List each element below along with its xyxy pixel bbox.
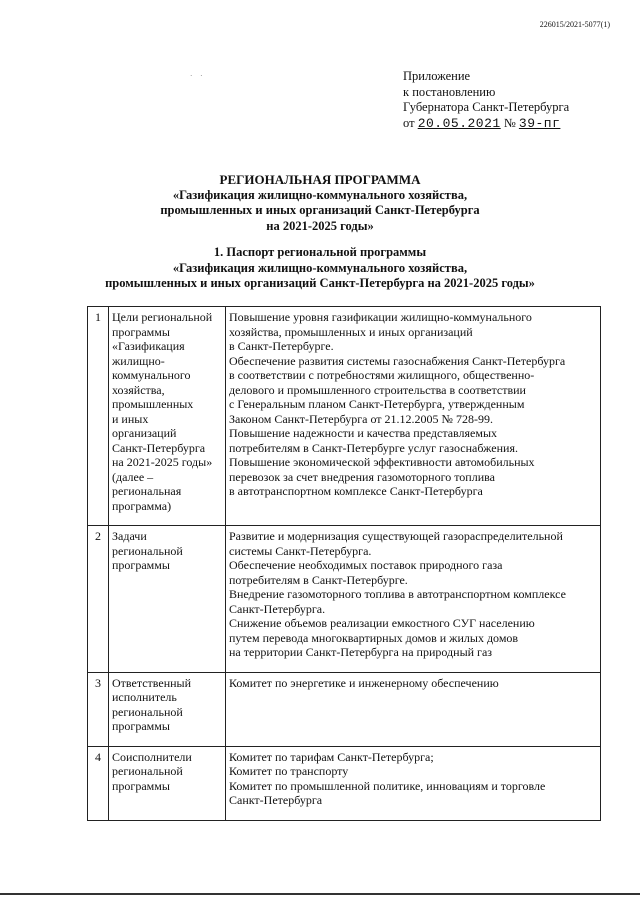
- field-name-line: программы: [112, 558, 170, 572]
- title-line-3: промышленных и иных организаций Санкт-Петербурга: [160, 203, 480, 217]
- field-name-line: Санкт-Петербурга: [112, 440, 206, 455]
- page-bottom-edge: [0, 893, 640, 895]
- field-content-line: путем перевода многоквартирных домов и жилых домов: [229, 630, 519, 645]
- field-content-line: Обеспечение развития системы газоснабжения Санкт-Петербурга: [229, 353, 566, 368]
- field-content-line: Обеспечение необходимых поставок природного газа: [229, 558, 503, 572]
- row-field-name: [109, 672, 226, 746]
- field-name-line: хозяйства,: [112, 382, 165, 397]
- field-content-line: Законом Санкт-Петербурга от 21.12.2005 № 728-99.: [229, 411, 493, 426]
- field-name-line: Соисполнители: [112, 749, 192, 764]
- field-content-line: в соответствии с потребностями жилищного, общественно-: [229, 368, 535, 382]
- field-content-line: хозяйства, промышленных и иных организаций: [229, 324, 473, 339]
- field-name-line: на 2021-2025 годы»: [112, 455, 213, 469]
- row-field-name: [109, 526, 226, 673]
- field-name-line: жилищно-: [112, 353, 165, 368]
- decree-number: 39-пг: [518, 115, 561, 131]
- row-number: 2: [88, 526, 109, 673]
- field-name-line: промышленных: [112, 397, 194, 411]
- appendix-line-3: Губернатора Санкт-Петербурга: [403, 100, 570, 114]
- field-content-line: Повышение экономической эффективности автомобильных: [229, 455, 535, 469]
- decree-date: 20.05.2021: [417, 115, 501, 131]
- field-name-line: исполнитель: [112, 690, 177, 704]
- scan-specks: · ·: [190, 72, 206, 80]
- table-row: [88, 307, 601, 526]
- field-content-line: Снижение объемов реализации емкостного СУГ населению: [229, 616, 535, 630]
- row-field-name: [109, 746, 226, 820]
- row-field-content: [226, 526, 601, 673]
- field-name-line: программы: [112, 778, 170, 793]
- passport-table: [87, 306, 601, 821]
- title-line-1: РЕГИОНАЛЬНАЯ ПРОГРАММА: [219, 172, 421, 187]
- field-content-line: потребителям в Санкт-Петербурге услуг газоснабжения.: [229, 440, 518, 455]
- appendix-block: [403, 69, 569, 131]
- field-name-line: региональная: [112, 484, 182, 498]
- field-name-line: Задачи: [112, 529, 147, 543]
- field-name-line: региональной: [112, 704, 183, 719]
- field-name-line: программы: [112, 324, 170, 339]
- field-name-line: программа): [112, 498, 172, 513]
- field-content-line: Санкт-Петербурга.: [229, 601, 326, 616]
- date-prefix: от: [403, 115, 415, 130]
- appendix-line-2: к постановлению: [403, 84, 496, 99]
- passport-line-1: 1. Паспорт региональной программы: [213, 245, 427, 259]
- field-name-line: организаций: [112, 426, 177, 440]
- field-name-line: региональной: [112, 543, 183, 558]
- row-field-content: [226, 307, 601, 526]
- program-title: [0, 172, 640, 234]
- field-content-line: перевозок за счет внедрения газомоторного топлива: [229, 469, 495, 484]
- field-name-line: и иных: [112, 411, 149, 426]
- table-row: [88, 672, 601, 746]
- field-content-line: Повышение уровня газификации жилищно-коммунального: [229, 310, 532, 324]
- row-field-content: [226, 746, 601, 820]
- field-name-line: программы: [112, 719, 170, 733]
- table-row: [88, 526, 601, 673]
- table-row: [88, 746, 601, 820]
- field-content-line: в Санкт-Петербурге.: [229, 339, 334, 353]
- row-number: 3: [88, 672, 109, 746]
- field-name-line: (далее –: [112, 469, 154, 484]
- field-content-line: с Генеральным планом Санкт-Петербурга, утвержденным: [229, 397, 525, 411]
- title-line-2: «Газификация жилищно-коммунального хозяйства,: [172, 187, 468, 202]
- passport-line-2: «Газификация жилищно-коммунального хозяйства,: [172, 260, 468, 275]
- field-content-line: Комитет по энергетике и инженерному обеспечению: [229, 675, 499, 690]
- field-content-line: потребителям в Санкт-Петербурге.: [229, 572, 408, 587]
- passport-heading: [0, 245, 640, 292]
- row-field-content: [226, 672, 601, 746]
- number-prefix: №: [503, 115, 516, 130]
- row-field-name: [109, 307, 226, 526]
- field-content-line: в автотранспортном комплексе Санкт-Петербурга: [229, 484, 483, 498]
- title-line-4: на 2021-2025 годы»: [266, 218, 374, 233]
- field-content-line: Внедрение газомоторного топлива в автотранспортном комплексе: [229, 587, 566, 601]
- field-content-line: системы Санкт-Петербурга.: [229, 543, 372, 558]
- field-content-line: Комитет по транспорту: [229, 764, 349, 778]
- field-name-line: региональной: [112, 764, 183, 778]
- row-number: 1: [88, 307, 109, 526]
- appendix-line-1: Приложение: [403, 69, 471, 83]
- row-number: 4: [88, 746, 109, 820]
- appendix-date-line: [403, 116, 569, 132]
- field-content-line: Комитет по промышленной политике, инновациям и торговле: [229, 778, 546, 793]
- field-name-line: «Газификация: [112, 339, 185, 353]
- field-content-line: Повышение надежности и качества представляемых: [229, 426, 498, 440]
- field-name-line: Цели региональной: [112, 310, 213, 324]
- field-content-line: Развитие и модернизация существующей газораспределительной: [229, 529, 563, 543]
- passport-line-3: промышленных и иных организаций Санкт-Петербурга на 2021-2025 годы»: [105, 276, 535, 290]
- field-content-line: Комитет по тарифам Санкт-Петербурга;: [229, 749, 434, 764]
- field-name-line: Ответственный: [112, 675, 192, 690]
- field-content-line: делового и промышленного строительства в соответствии: [229, 382, 526, 397]
- registration-stamp: 226015/2021-5077(1): [539, 20, 610, 29]
- field-content-line: Санкт-Петербурга: [229, 793, 323, 807]
- field-content-line: на территории Санкт-Петербурга на природный газ: [229, 645, 493, 659]
- field-name-line: коммунального: [112, 368, 191, 382]
